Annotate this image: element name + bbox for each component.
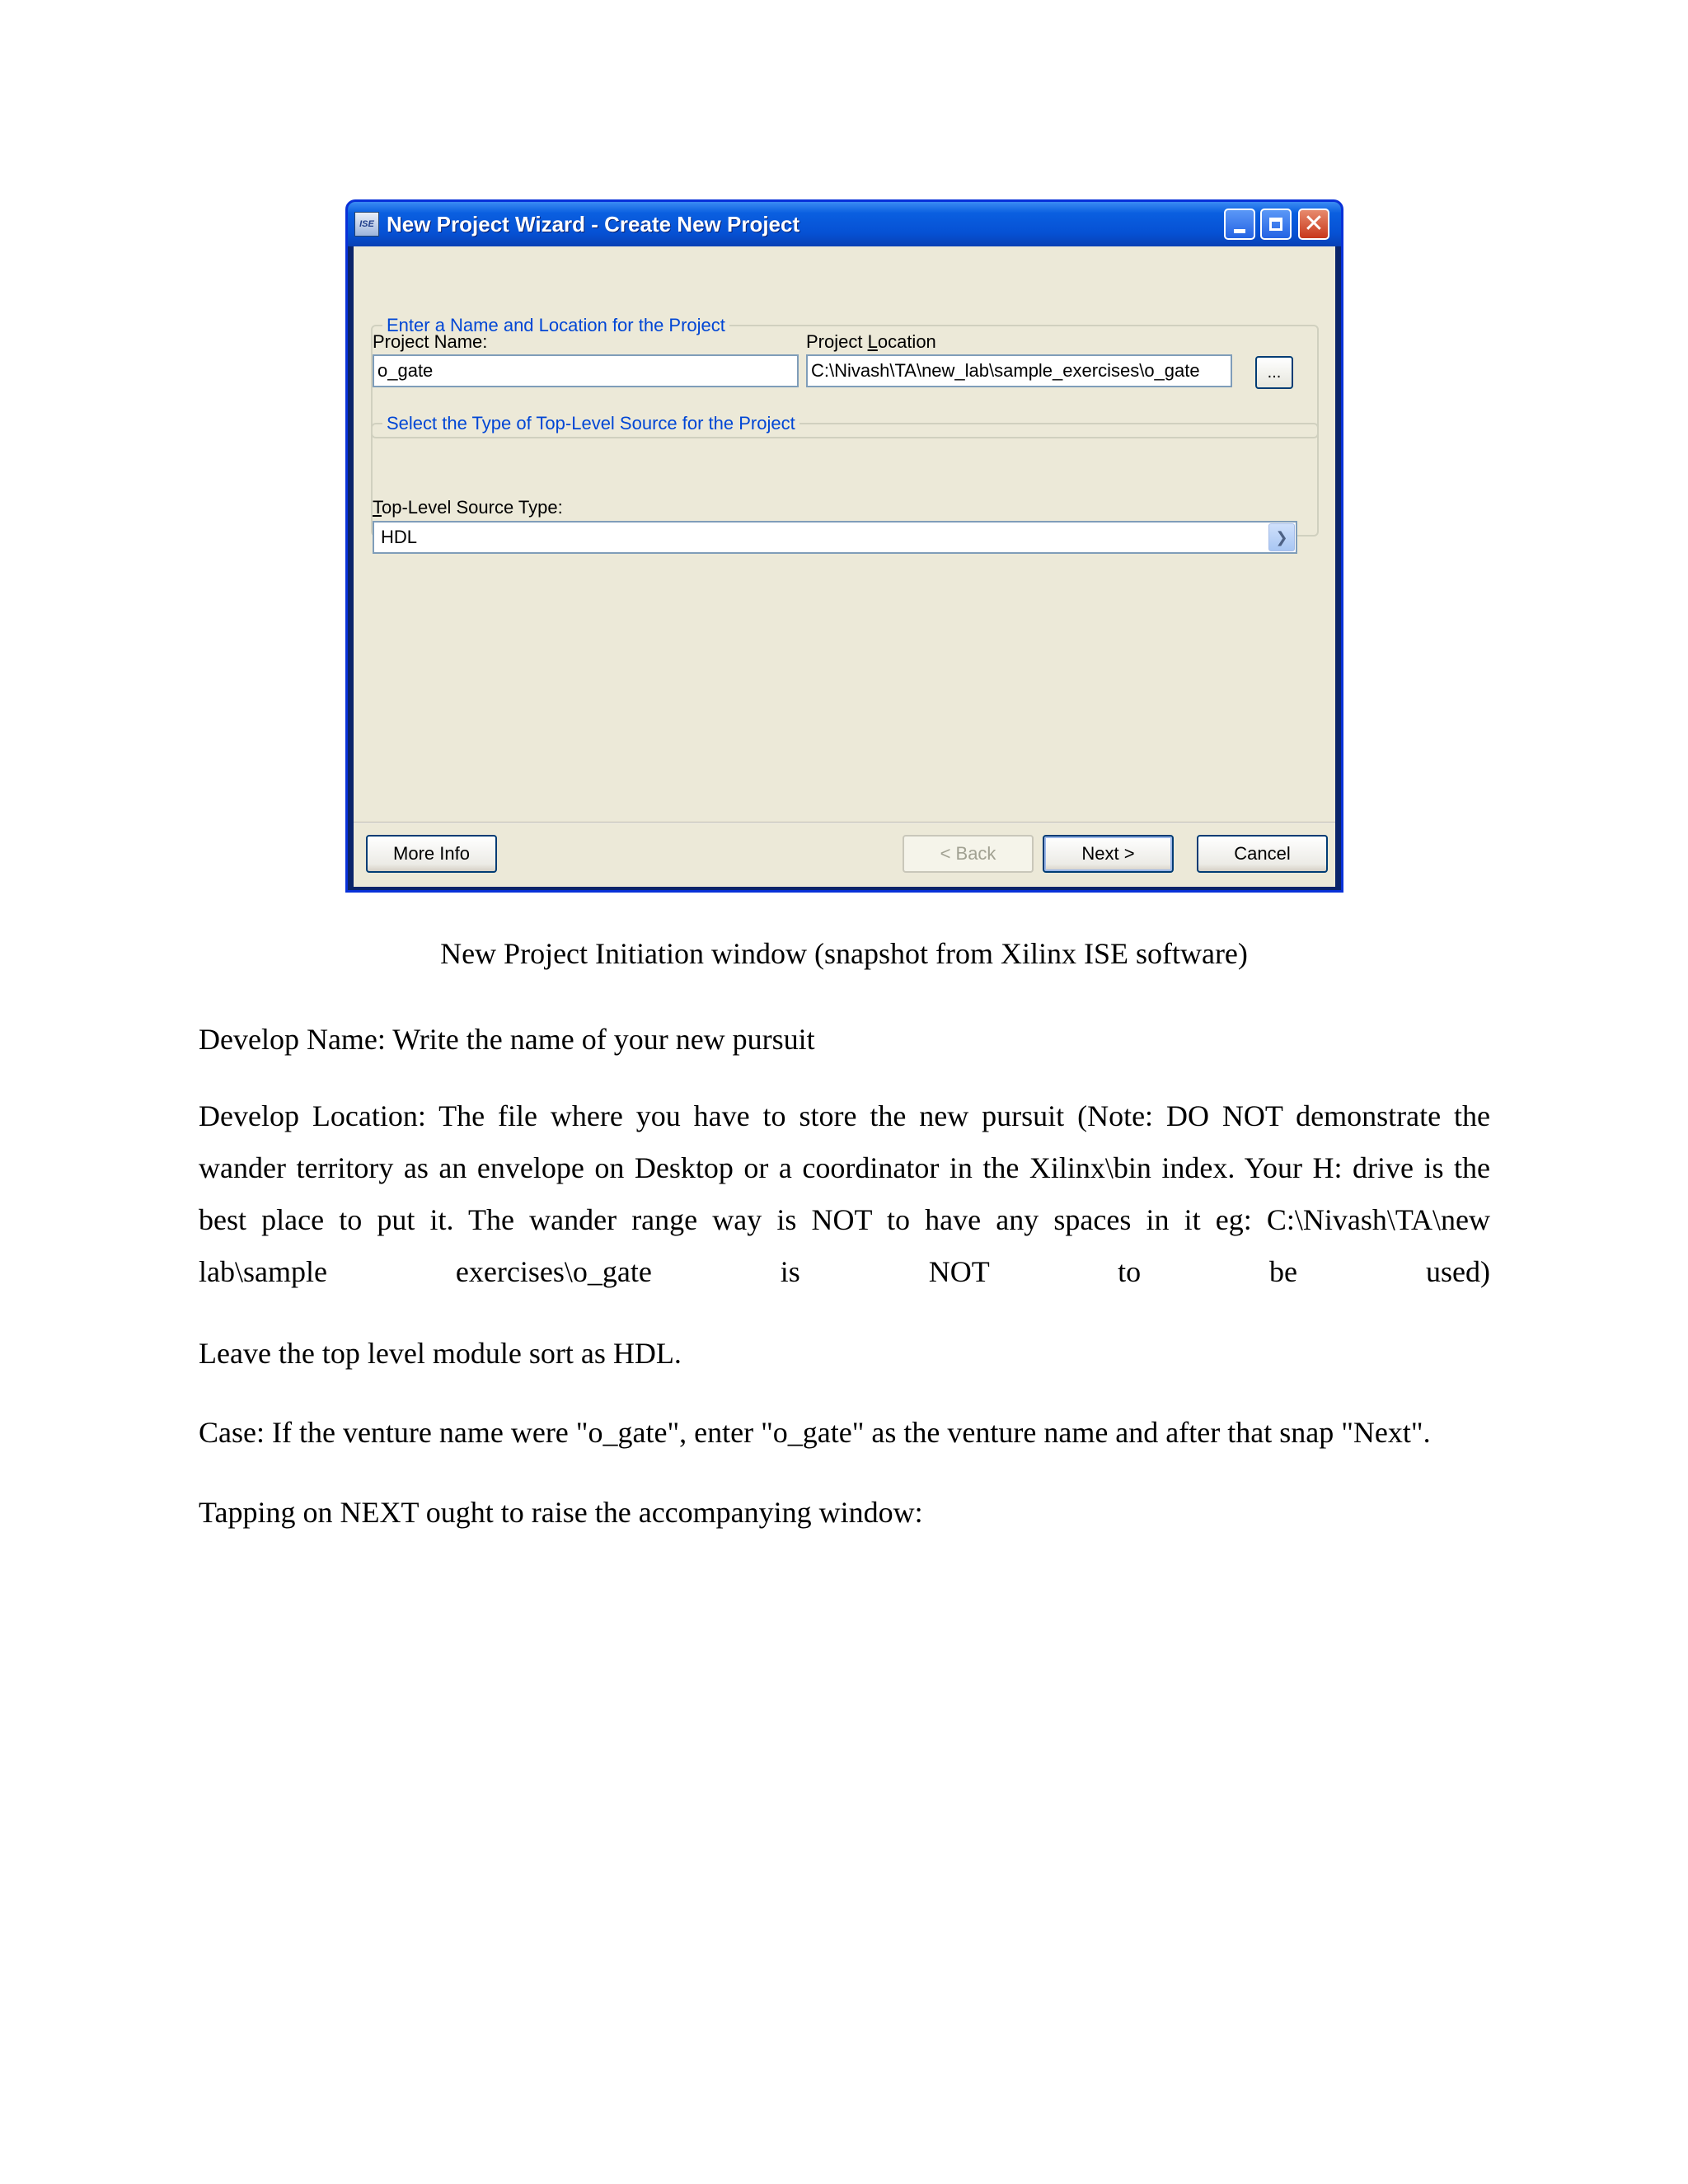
- source-type-dropdown[interactable]: [373, 521, 1297, 554]
- paragraph-example: Case: If the venture name were "o_gate", enter "o_gate" as the venture name and after that snap "Next".: [199, 1416, 1431, 1449]
- cancel-button[interactable]: Cancel: [1197, 835, 1328, 873]
- project-location-label: Project Location: [806, 331, 936, 352]
- name-location-legend: Enter a Name and Location for the Project: [382, 315, 729, 336]
- back-button[interactable]: < Back: [903, 835, 1034, 873]
- button-separator: [354, 822, 1335, 823]
- project-name-label: Project Name:: [373, 331, 488, 352]
- paragraph-top-level-type: Leave the top level module sort as HDL.: [199, 1337, 682, 1370]
- source-type-label: Top-Level Source Type:: [373, 497, 563, 518]
- next-button[interactable]: Next >: [1043, 835, 1174, 873]
- more-info-button[interactable]: More Info: [366, 835, 497, 873]
- source-type-value: HDL: [381, 527, 418, 547]
- maximize-icon: [1269, 218, 1282, 231]
- paragraph-project-location: Develop Location: The file where you have to store the new pursuit (Note: DO NOT demonstrate the wander territory as an envelope on Desktop or a coordinator in the Xilinx\bin index. Your H: drive is the best place to put it. The wander range way is NOT to have any spaces in it eg: C:\Nivash\TA\new lab\sample exercises\o_gate is NOT to be used): [199, 1099, 1490, 1288]
- paragraph-next-window: Tapping on NEXT ought to raise the accompanying window:: [199, 1496, 923, 1529]
- minimize-icon: [1234, 229, 1245, 233]
- new-project-wizard-window: [345, 199, 1343, 893]
- close-icon: ✕: [1303, 209, 1325, 238]
- close-button[interactable]: [1298, 209, 1329, 240]
- ise-app-icon: ISE: [354, 212, 379, 237]
- title-bar[interactable]: [348, 202, 1341, 246]
- browse-button[interactable]: ...: [1255, 356, 1293, 389]
- minimize-button[interactable]: [1224, 209, 1255, 240]
- wizard-client-area: [354, 246, 1335, 887]
- paragraph-project-name: Develop Name: Write the name of your new pursuit: [199, 1023, 815, 1056]
- figure-caption: New Project Initiation window (snapshot from Xilinx ISE software): [440, 937, 1248, 970]
- project-name-input[interactable]: o_gate: [373, 354, 799, 387]
- window-title: New Project Wizard - Create New Project: [387, 212, 800, 237]
- chevron-down-icon[interactable]: ❯: [1268, 523, 1295, 551]
- source-type-legend: Select the Type of Top-Level Source for the Project: [382, 413, 799, 434]
- maximize-button[interactable]: [1260, 209, 1292, 240]
- project-location-input[interactable]: C:\Nivash\TA\new_lab\sample_exercises\o_gate: [806, 354, 1232, 387]
- source-type-group: [371, 413, 1319, 537]
